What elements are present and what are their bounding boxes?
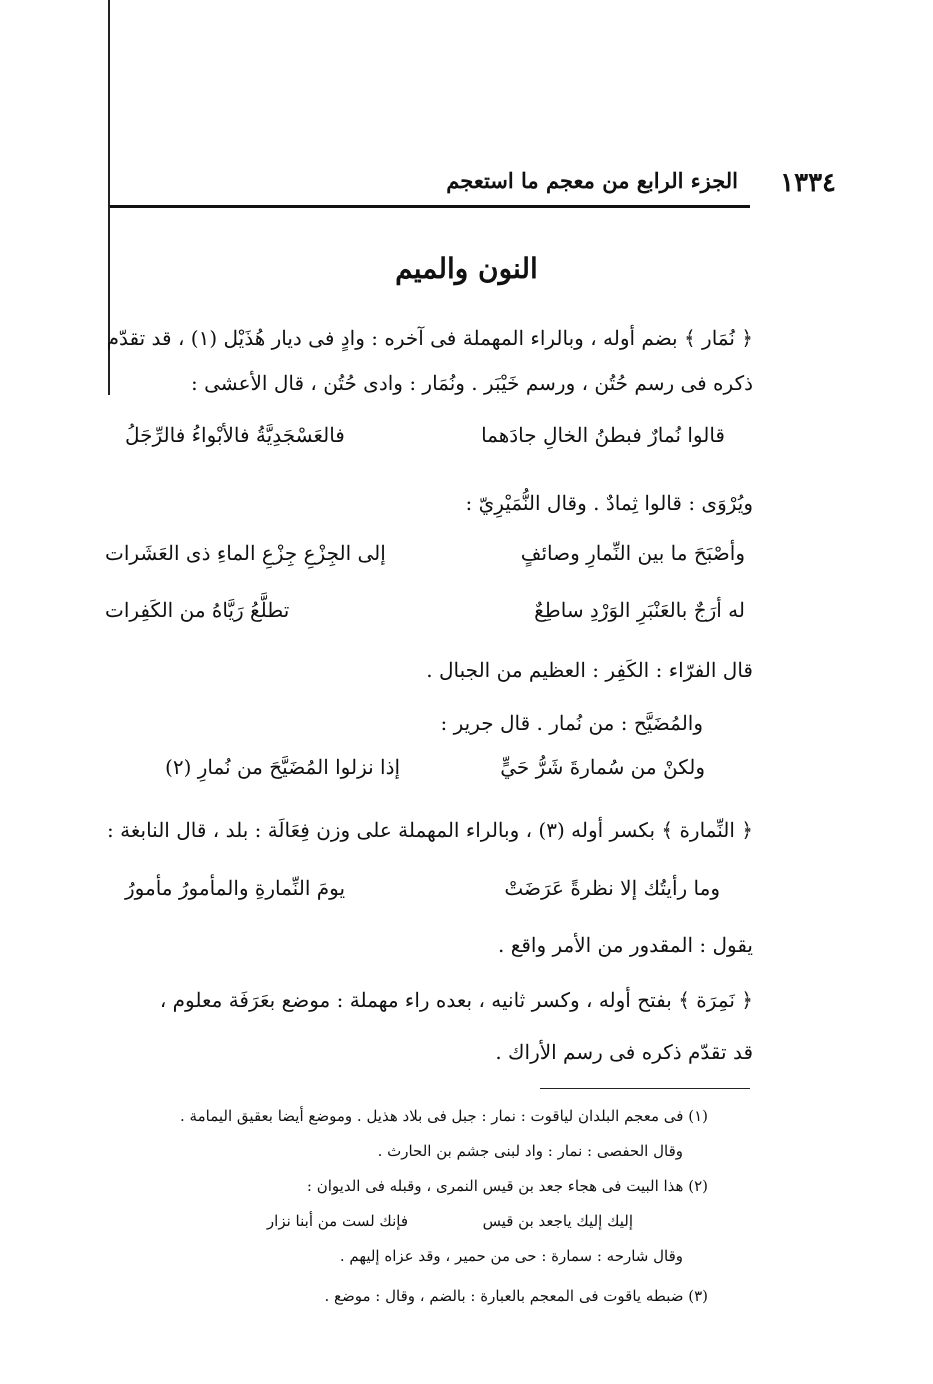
entry-numar-line-2: ذكره فى رسم حُتُن ، ورسم خَيْبَر . ونُمَار : وادى حُتُن ، قال الأعشى : bbox=[190, 371, 753, 395]
footnote-2-verse-second: فإنك لست من أبنا نزار bbox=[266, 1212, 408, 1230]
footnote-rule bbox=[540, 1088, 750, 1089]
header-rule bbox=[110, 205, 750, 208]
running-title: الجزء الرابع من معجم ما استعجم bbox=[446, 168, 738, 193]
verse-3-first-hemistich: له أرَجٌ بالعَنْبَرِ الوَرْدِ ساطِعٌ bbox=[534, 598, 745, 622]
entry-namira-line-2: قد تقدّم ذكره فى رسم الأراك . bbox=[495, 1040, 753, 1064]
footnote-2-verse-first: إليك إليك ياجعد بن قيس bbox=[482, 1212, 633, 1230]
verse-2-second-hemistich: إلى الجِزْعِ جِزْعِ الماءِ ذى العَشَرات bbox=[105, 541, 386, 565]
footnote-2-line-1: (٢) هذا البيت فى هجاء جعد بن قيس النمرى ، وقبله فى الديوان : bbox=[306, 1177, 708, 1195]
verse-3-second-hemistich: تطلَّعُ رَيَّاهُ من الكَفِرات bbox=[105, 598, 290, 622]
verse-5-first-hemistich: وما رأيتُك إلا نظرةً عَرَضَتْ bbox=[504, 876, 720, 900]
running-header bbox=[290, 168, 836, 198]
page-number: ١٣٣٤ bbox=[780, 168, 836, 198]
entry-nimara-line: ﴿ النِّمارة ﴾ بكسر أوله (٣) ، وبالراء المهملة على وزن فِعَالَة : بلد ، قال النابغة : bbox=[107, 818, 753, 842]
verse-4-first-hemistich: ولكنْ من سُمارةَ شَرُّ حَيٍّ bbox=[500, 755, 705, 779]
verse-5-second-hemistich: يومَ النِّمارةِ والمأمورُ مأمورُ bbox=[125, 876, 346, 900]
section-title: النون والميم bbox=[395, 252, 538, 285]
mudayyah-line: والمُضَيَّح : من نُمار . قال جرير : bbox=[440, 711, 703, 735]
farra-line: قال الفرّاء : الكَفِر : العظيم من الجبال . bbox=[426, 658, 753, 682]
footnote-2-line-2: وقال شارحه : سمارة : حى من حمير ، وقد عزاه إليهم . bbox=[339, 1247, 683, 1265]
footnote-3: (٣) ضبطه ياقوت فى المعجم بالعبارة : بالضم ، وقال : موضع . bbox=[324, 1287, 708, 1305]
verse-4-second-hemistich: إذا نزلوا المُضَيَّحَ من نُمارِ (٢) bbox=[165, 755, 401, 779]
yaqul-line: يقول : المقدور من الأمر واقع . bbox=[498, 933, 753, 957]
footnote-1-line-2: وقال الحفصى : نمار : واد لبنى جشم بن الحارث . bbox=[377, 1142, 683, 1160]
verse-1-second-hemistich: فالعَسْجَدِيَّةُ فالأبْواءُ فالرِّجَلُ bbox=[125, 423, 345, 447]
entry-namira-line-1: ﴿ نَمِرَة ﴾ بفتح أوله ، وكسر ثانيه ، بعده راء مهملة : موضع بعَرَفَة معلوم ، bbox=[159, 988, 753, 1012]
verse-1-first-hemistich: قالوا نُمارٌ فبطنُ الخالِ جادَهما bbox=[481, 423, 725, 447]
riwaya-line: ويُرْوَى : قالوا ثِمادٌ . وقال النُّمَيْرِيّ : bbox=[465, 491, 753, 515]
entry-numar-line-1: ﴿ نُمَار ﴾ بضم أوله ، وبالراء المهملة فى آخره : وادٍ فى ديار هُذَيْل (١) ، قد تقدّم bbox=[106, 326, 753, 350]
verse-2-first-hemistich: وأصْبَحَ ما بين النِّمارِ وصائفٍ bbox=[520, 541, 745, 565]
footnote-1-line-1: (١) فى معجم البلدان لياقوت : نمار : جبل فى بلاد هذيل . وموضع أيضا بعقيق اليمامة . bbox=[180, 1107, 708, 1125]
